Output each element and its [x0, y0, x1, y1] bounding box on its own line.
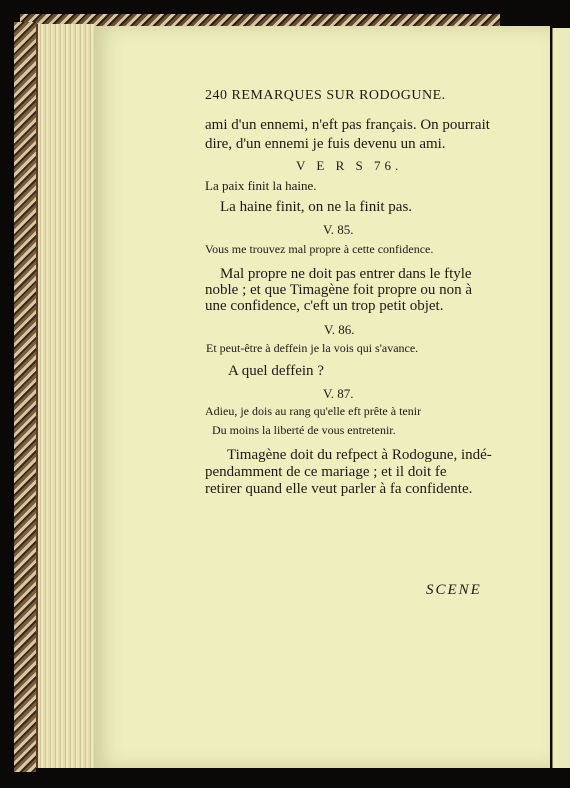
text-line: La paix finit la haine.	[205, 178, 317, 193]
verse-marker: V E R S 76.	[296, 158, 403, 173]
verse-marker: V. 87.	[323, 386, 354, 401]
text-line: noble ; et que Timagène foit propre ou non à	[205, 282, 473, 298]
page-block	[36, 24, 96, 768]
page-header: 240 REMARQUES SUR RODOGUNE.	[205, 88, 446, 103]
verse-marker: V. 85.	[323, 222, 354, 237]
text-line: La haine finit, on ne la finit pas.	[220, 199, 413, 215]
text-line: Du moins la liberté de vous entretenir.	[212, 423, 396, 437]
text-line: Vous me trouvez mal propre à cette confidence.	[205, 242, 434, 256]
text-line: Adieu, je dois au rang qu'elle eft prête à tenir	[205, 404, 422, 418]
text-line: pendamment de ce mariage ; et il doit fe	[205, 464, 447, 480]
text-line: une confidence, c'eft un trop petit objet.	[205, 298, 444, 314]
text-line: retirer quand elle veut parler à fa confidente.	[205, 481, 473, 497]
text-line: Mal propre ne doit pas entrer dans le ftyle	[220, 266, 472, 282]
verse-marker: V. 86.	[324, 322, 355, 337]
text-line: dire, d'un ennemi je fuis devenu un ami.	[205, 136, 446, 152]
catchword: SCENE	[426, 582, 482, 598]
text-line: Et peut-être à deffein je la vois qui s'avance.	[206, 341, 419, 355]
text-line: ami d'un ennemi, n'eft pas français. On pourrait	[205, 117, 490, 133]
text-line: Timagène doit du refpect à Rodogune, indé-	[227, 447, 492, 463]
book-spine-edge	[14, 22, 36, 772]
text-line: A quel deffein ?	[228, 363, 324, 379]
